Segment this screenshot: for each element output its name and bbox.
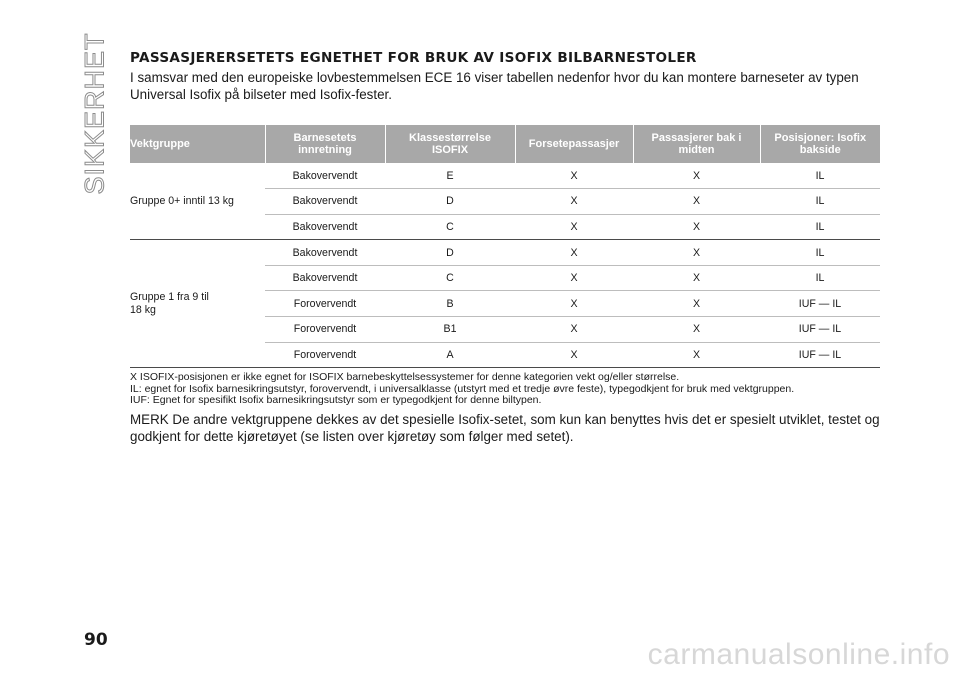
size-class-cell: E <box>385 163 515 189</box>
orientation-cell: Bakovervendt <box>265 240 385 266</box>
rear-middle-cell: X <box>633 265 760 291</box>
header-passasjerer-bak: Passasjerer bak i midten <box>633 125 760 163</box>
merk-note: MERK De andre vektgruppene dekkes av det spesielle Isofix-setet, som kun kan benyttes hvis det er spesielt utviklet, testet og godkjent for dette kjøretøyet (se listen over kjøretøy som følger med setet). <box>130 412 880 445</box>
size-class-cell: A <box>385 342 515 368</box>
orientation-cell: Bakovervendt <box>265 163 385 189</box>
header-innretning: Barnesetets innretning <box>265 125 385 163</box>
size-class-cell: C <box>385 265 515 291</box>
page-title: PASSASJERERSETETS EGNETHET FOR BRUK AV ISOFIX BILBARNESTOLER <box>130 50 697 66</box>
front-passenger-cell: X <box>515 240 633 266</box>
note-x: X ISOFIX-posisjonen er ikke egnet for ISOFIX barnebeskyttelsessystemer for denne kategorien vekt og/eller størrelse. <box>130 371 680 384</box>
front-passenger-cell: X <box>515 163 633 189</box>
rear-middle-cell: X <box>633 189 760 215</box>
rear-middle-cell: X <box>633 163 760 189</box>
orientation-cell: Bakovervendt <box>265 265 385 291</box>
note-il: IL: egnet for Isofix barnesikringsutstyr, forovervendt, i universalklasse (utstyrt med et tredje øvre feste), typegodkjent for bruk med vektgruppen. <box>130 382 795 395</box>
rear-middle-cell: X <box>633 317 760 343</box>
front-passenger-cell: X <box>515 342 633 368</box>
page-content <box>130 50 880 445</box>
page-number: 90 <box>84 630 108 650</box>
watermark: carmanualsonline.info <box>647 638 950 671</box>
orientation-cell: Forovervendt <box>265 342 385 368</box>
front-passenger-cell: X <box>515 214 633 240</box>
rear-isofix-cell: IL <box>760 189 880 215</box>
size-class-cell: B <box>385 291 515 317</box>
orientation-cell: Bakovervendt <box>265 189 385 215</box>
size-class-cell: B1 <box>385 317 515 343</box>
section-side-label-text: SIKKERHET <box>79 31 110 195</box>
weight-group-cell: Gruppe 1 fra 9 til 18 kg <box>130 240 265 368</box>
header-posisjoner-isofix: Posisjoner: Isofix bakside <box>760 125 880 163</box>
size-class-cell: D <box>385 240 515 266</box>
isofix-table <box>130 125 880 368</box>
section-side-label <box>79 31 110 195</box>
size-class-cell: C <box>385 214 515 240</box>
orientation-cell: Forovervendt <box>265 317 385 343</box>
orientation-cell: Bakovervendt <box>265 214 385 240</box>
rear-middle-cell: X <box>633 214 760 240</box>
table-header-row <box>130 125 880 163</box>
table-row <box>130 163 880 189</box>
rear-isofix-cell: IL <box>760 265 880 291</box>
rear-middle-cell: X <box>633 240 760 266</box>
rear-middle-cell: X <box>633 342 760 368</box>
rear-middle-cell: X <box>633 291 760 317</box>
header-forsetepassasjer: Forsetepassasjer <box>515 125 633 163</box>
size-class-cell: D <box>385 189 515 215</box>
table-row <box>130 240 880 266</box>
rear-isofix-cell: IUF — IL <box>760 317 880 343</box>
rear-isofix-cell: IL <box>760 163 880 189</box>
intro-paragraph: I samsvar med den europeiske lovbestemmelsen ECE 16 viser tabellen nedenfor hvor du kan montere barneseter av typen Universal Isofix på bilseter med Isofix-fester. <box>130 70 859 102</box>
note-iuf: IUF: Egnet for spesifikt Isofix barnesikringsutstyr som er typegodkjent for denne biltypen. <box>130 394 542 407</box>
rear-isofix-cell: IL <box>760 214 880 240</box>
rear-isofix-cell: IUF — IL <box>760 291 880 317</box>
front-passenger-cell: X <box>515 189 633 215</box>
front-passenger-cell: X <box>515 317 633 343</box>
weight-group-cell: Gruppe 0+ inntil 13 kg <box>130 163 265 240</box>
orientation-cell: Forovervendt <box>265 291 385 317</box>
header-vektgruppe: Vektgruppe <box>130 125 265 163</box>
front-passenger-cell: X <box>515 265 633 291</box>
header-klassestorrelse: Klassestørrelse ISOFIX <box>385 125 515 163</box>
table-notes <box>130 372 880 407</box>
front-passenger-cell: X <box>515 291 633 317</box>
rear-isofix-cell: IL <box>760 240 880 266</box>
rear-isofix-cell: IUF — IL <box>760 342 880 368</box>
table-body <box>130 163 880 368</box>
